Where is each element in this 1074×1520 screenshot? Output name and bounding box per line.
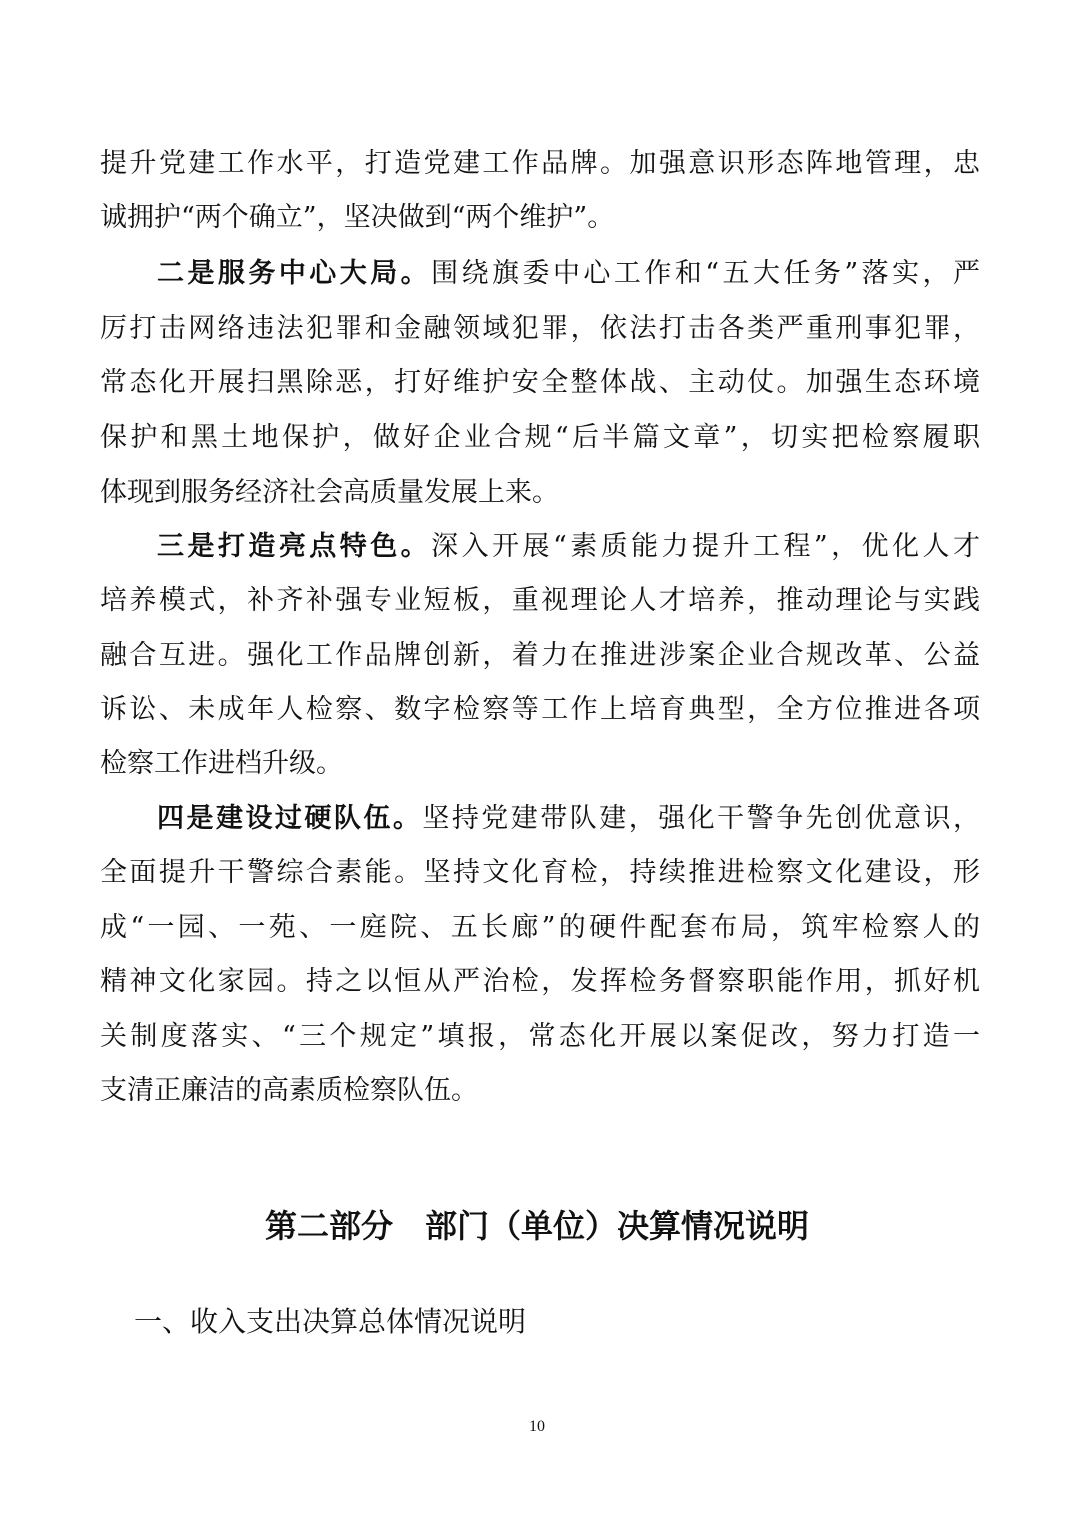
body-line: 保护和黑土地保护，做好企业合规“后半篇文章”，切实把检察履职: [100, 422, 980, 453]
paragraph-first-line: [157, 254, 980, 294]
body-line: 成“一园、一苑、一庭院、五长廊”的硬件配套布局，筑牢检察人的: [100, 912, 980, 943]
body-line: 体现到服务经济社会高质量发展上来。: [100, 477, 559, 508]
body-line: 诉讼、未成年人检察、数字检察等工作上培育典型，全方位推进各项: [100, 694, 980, 725]
page-number: 10: [529, 1418, 545, 1435]
body-line: 培养模式，补齐补强专业短板，重视理论人才培养，推动理论与实践: [100, 585, 980, 616]
paragraph-first-line: [157, 799, 980, 839]
paragraph-first-line: [157, 527, 980, 567]
body-line: 提升党建工作水平，打造党建工作品牌。加强意识形态阵地管理，忠: [100, 148, 980, 179]
body-line: 常态化开展扫黑除恶，打好维护安全整体战、主动仗。加强生态环境: [100, 367, 980, 398]
paragraph-lead: 三是打造亮点特色。: [157, 531, 432, 562]
section-heading: 一、收入支出决算总体情况说明: [134, 1305, 527, 1338]
body-line: 全面提升干警综合素能。坚持文化育检，持续推进检察文化建设，形: [100, 857, 980, 888]
part-title: 第二部分 部门（单位）决算情况说明: [264, 1207, 809, 1245]
body-line: 厉打击网络违法犯罪和金融领域犯罪，依法打击各类严重刑事犯罪，: [100, 313, 980, 344]
paragraph-lead: 四是建设过硬队伍。: [157, 803, 423, 834]
paragraph-text: 围绕旗委中心工作和“五大任务”落实，严: [431, 258, 980, 289]
body-line: 检察工作进档升级。: [100, 748, 343, 779]
paragraph-text: 深入开展“素质能力提升工程”，优化人才: [431, 531, 980, 562]
body-line: 诚拥护“两个确立”，坚决做到“两个维护”。: [100, 202, 615, 233]
body-line: 关制度落实、“三个规定”填报，常态化开展以案促改，努力打造一: [100, 1021, 980, 1052]
body-line: 融合互进。强化工作品牌创新，着力在推进涉案企业合规改革、公益: [100, 640, 980, 671]
body-line: 支清正廉洁的高素质检察队伍。: [100, 1075, 478, 1106]
body-line: 精神文化家园。持之以恒从严治检，发挥检务督察职能作用，抓好机: [100, 966, 980, 997]
paragraph-lead: 二是服务中心大局。: [157, 258, 432, 289]
paragraph-text: 坚持党建带队建，强化干警争先创优意识，: [422, 803, 980, 834]
